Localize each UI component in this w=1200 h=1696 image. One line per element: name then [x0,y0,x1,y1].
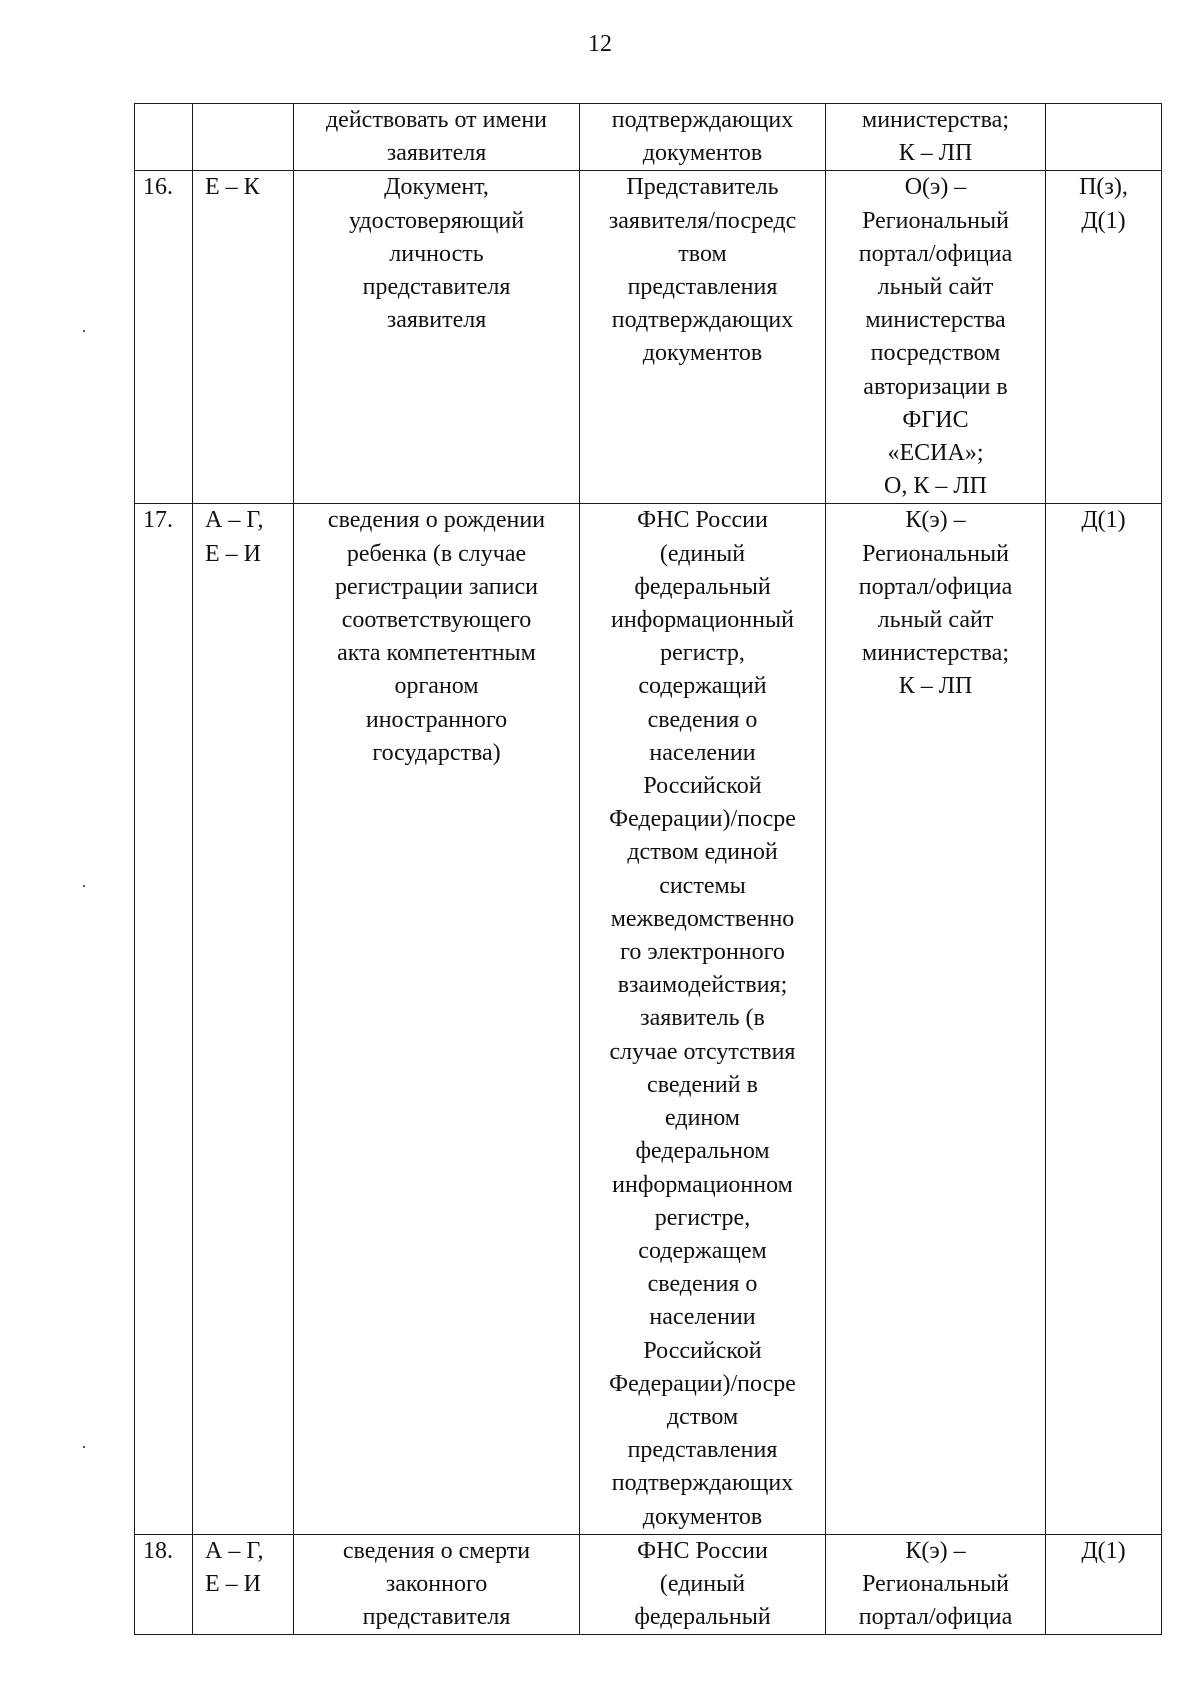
cell-line: Российской [643,773,762,800]
cell-line: подтверждающих [611,107,794,133]
cell-line: федеральном [635,1138,770,1165]
source-cell [580,1534,826,1635]
cell-line: документов [642,140,763,167]
usage-code-cell [1046,104,1162,171]
cell-line: акта компетентным [337,640,536,667]
applicant-category-cell [193,504,294,1534]
cell-line: представления [627,1437,778,1464]
cell-line: портал/официа [858,240,1013,267]
cell-line: информационный [611,607,794,634]
cell-line: государства) [372,739,501,766]
cell-line: Представитель [626,174,779,201]
cell-line: удостоверяющий [348,207,525,234]
cell-line: заявителя [386,140,487,167]
cell-line: 16. [143,174,173,201]
cell-line: Региональный [862,207,1009,234]
cell-line: А – Г, [205,507,264,534]
table-row-continuation [135,104,1162,171]
cell-line: законного [385,1570,488,1597]
cell-line: министерства; [862,107,1009,133]
cell-line: Российской [643,1337,762,1364]
cell-line: Е – И [205,540,261,567]
cell-line: федеральный [634,573,771,600]
cell-line: сведения о [647,706,758,733]
cell-line: Региональный [862,540,1009,567]
source-cell [580,171,826,504]
usage-code-cell [1046,1534,1162,1635]
cell-line: взаимодействия; [617,972,788,999]
submission-method-cell [826,171,1046,504]
cell-line: О, К – ЛП [884,473,987,500]
cell-line: дством [666,1403,739,1430]
cell-line: К(э) – [905,1537,966,1564]
applicant-category-cell [193,1534,294,1635]
cell-line: личность [389,240,484,267]
row-number-cell [135,104,193,171]
cell-line: сведения о смерти [342,1537,531,1564]
cell-line: портал/официа [858,573,1013,600]
cell-line: населении [649,1304,756,1331]
cell-line: регистр, [660,640,745,667]
cell-line: К – ЛП [898,673,973,700]
applicant-category-cell [193,104,294,171]
cell-line: О(э) – [904,174,967,201]
cell-line: представления [627,274,778,301]
row-number-cell [135,504,193,1534]
submission-method-cell [826,104,1046,171]
table-row-18 [135,1534,1162,1635]
cell-line: сведения о рождении [327,507,546,534]
cell-line: системы [659,872,746,899]
cell-line: твом [678,240,727,267]
cell-line: представителя [362,1604,511,1631]
cell-line: действовать от имени [325,107,548,133]
cell-line: Документ, [384,174,489,201]
applicant-category-cell [193,171,294,504]
cell-line: министерства [865,307,1006,334]
cell-line: регистрации записи [335,573,538,600]
cell-line: подтверждающих [611,307,794,334]
cell-line: соответствующего [341,607,532,634]
usage-code-cell [1046,504,1162,1534]
cell-line: подтверждающих [611,1470,794,1497]
cell-line: Федерации)/посре [609,1370,796,1397]
cell-line: министерства; [862,640,1009,667]
cell-line: сведений в [647,1071,758,1098]
submission-method-cell [826,504,1046,1534]
cell-line: заявителя [386,307,487,334]
cell-line: сведения о [647,1271,758,1298]
cell-line: К(э) – [905,507,966,534]
cell-line: А – Г, [205,1537,264,1564]
cell-line: населении [649,739,756,766]
cell-line: едином [665,1105,740,1132]
cell-line: ФНС России [637,507,768,534]
cell-line: иностранного [365,706,508,733]
submission-method-cell [826,1534,1046,1635]
cell-line: заявитель (в [640,1005,765,1032]
cell-line: Д(1) [1081,207,1126,234]
cell-line: органом [394,673,479,700]
margin-mark [83,330,85,332]
cell-line: случае отсутствия [609,1038,796,1065]
cell-line: льный сайт [877,274,994,301]
page-number: 12 [588,31,612,57]
row-number-cell [135,1534,193,1635]
source-cell [580,104,826,171]
cell-line: межведомственно [610,905,795,932]
cell-line: федеральный [634,1604,771,1631]
cell-line: содержащий [638,673,767,700]
cell-line: льный сайт [877,607,994,634]
cell-line: документов [642,340,763,367]
table-row-16 [135,171,1162,504]
document-name-cell [294,504,580,1534]
table-body [135,104,1162,1635]
table-row-17 [135,504,1162,1534]
cell-line: ФНС России [637,1537,768,1564]
cell-line: 17. [143,507,173,534]
cell-line: ребенка (в случае [346,540,527,567]
document-table [134,103,1162,1635]
cell-line: заявителя/посредс [608,207,797,234]
cell-line: (единый [659,540,746,567]
document-name-cell [294,104,580,171]
cell-line: го электронного [620,939,785,966]
cell-line: Федерации)/посре [609,806,796,833]
cell-line: авторизации в [863,373,1008,400]
cell-line: Д(1) [1081,507,1126,534]
cell-line: 18. [143,1537,173,1564]
cell-line: Е – И [205,1570,261,1597]
cell-line: регистре, [654,1204,751,1231]
usage-code-cell [1046,171,1162,504]
document-name-cell [294,171,580,504]
cell-line: ФГИС [902,406,969,433]
cell-line: (единый [659,1570,746,1597]
cell-line: «ЕСИА»; [887,440,984,467]
cell-line: Е – К [205,174,260,201]
margin-mark [83,885,85,887]
cell-line: Д(1) [1081,1537,1126,1564]
cell-line: представителя [362,274,511,301]
row-number-cell [135,171,193,504]
cell-line: портал/официа [858,1604,1013,1631]
margin-mark [83,1446,85,1448]
cell-line: документов [642,1503,763,1530]
source-cell [580,504,826,1534]
cell-line: К – ЛП [898,140,973,167]
document-name-cell [294,1534,580,1635]
cell-line: информационном [612,1171,793,1198]
cell-line: содержащем [638,1237,767,1264]
cell-line: Региональный [862,1570,1009,1597]
cell-line: П(з), [1079,174,1128,201]
cell-line: дством единой [627,839,778,866]
cell-line: посредством [870,340,1001,367]
